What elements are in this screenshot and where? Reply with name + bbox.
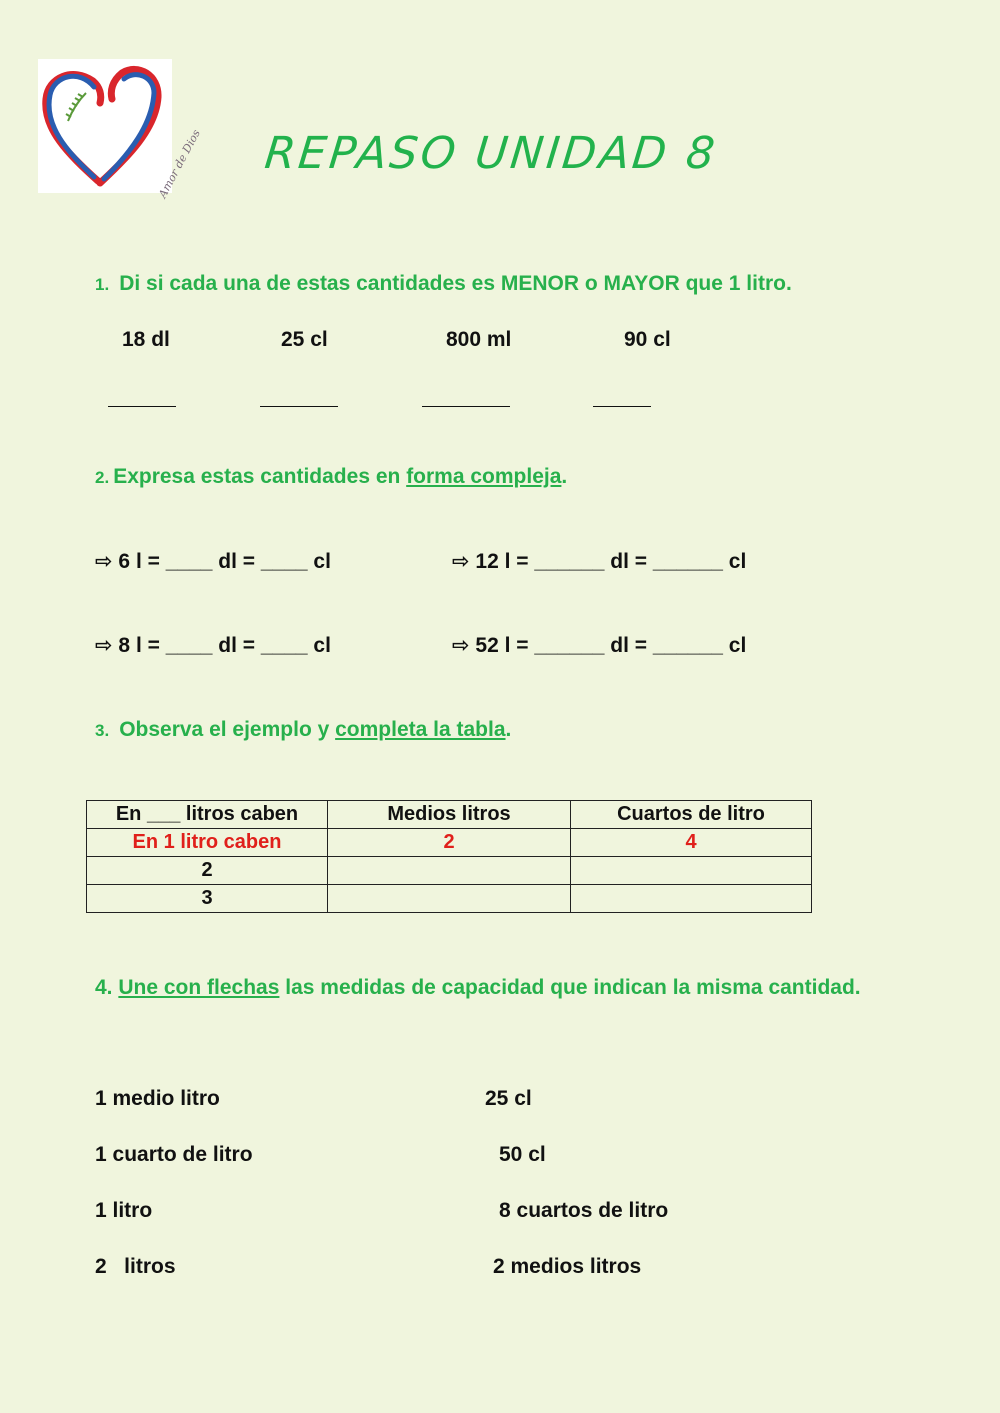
- q2-row-2-left: ⇨ 8 l = ____ dl = ____ cl: [95, 634, 331, 657]
- q4-right-item-3[interactable]: 8 cuartos de litro: [499, 1199, 669, 1222]
- table-cell: 2: [87, 857, 328, 885]
- table-cell-blank[interactable]: [328, 857, 571, 885]
- question-3-text: Observa el ejemplo y: [119, 718, 336, 741]
- question-3-end: .: [505, 718, 512, 741]
- answer-line-1[interactable]: [108, 406, 176, 407]
- table-row: [87, 885, 812, 913]
- question-2-underlined: forma compleja: [406, 465, 562, 488]
- q1-item-2: 25 cl: [281, 328, 328, 351]
- table-example-row: [87, 829, 812, 857]
- q4-right-item-2[interactable]: 50 cl: [499, 1143, 546, 1166]
- table-header: Medios litros: [328, 801, 571, 829]
- table-cell: 4: [571, 829, 812, 857]
- q1-item-1: 18 dl: [122, 328, 170, 351]
- q4-left-item-4[interactable]: 2 litros: [95, 1255, 176, 1278]
- question-4-number: 4.: [95, 976, 113, 999]
- question-4: [95, 974, 868, 1002]
- capacity-table: [86, 800, 812, 913]
- question-4-underlined: Une con flechas: [118, 976, 280, 999]
- q4-right-item-4[interactable]: 2 medios litros: [493, 1255, 642, 1278]
- question-2-end: .: [561, 465, 568, 488]
- table-header: Cuartos de litro: [571, 801, 812, 829]
- q4-left-item-3[interactable]: 1 litro: [95, 1199, 153, 1222]
- question-2-number: 2.: [95, 468, 110, 487]
- heart-logo-icon: [38, 59, 172, 193]
- q2-row-2-right: ⇨ 52 l = ______ dl = ______ cl: [452, 634, 747, 657]
- answer-line-3[interactable]: [422, 406, 510, 407]
- q1-item-3: 800 ml: [446, 328, 512, 351]
- q2-row-1-left: ⇨ 6 l = ____ dl = ____ cl: [95, 550, 331, 573]
- table-cell-blank[interactable]: [328, 885, 571, 913]
- table-row: [87, 857, 812, 885]
- table-cell-blank[interactable]: [571, 857, 812, 885]
- question-1-text: Di si cada una de estas cantidades es MENOR o MAYOR que 1 litro.: [119, 272, 792, 295]
- question-1: [95, 272, 792, 296]
- logo-text: Amor de Dios: [156, 127, 203, 201]
- question-3-underlined: completa la tabla: [335, 718, 506, 741]
- table-header-row: [87, 801, 812, 829]
- table-cell: 2: [328, 829, 571, 857]
- question-3: [95, 718, 511, 742]
- table-header: En ___ litros caben: [87, 801, 328, 829]
- q4-right-item-1[interactable]: 25 cl: [485, 1087, 532, 1110]
- answer-line-4[interactable]: [593, 406, 651, 407]
- q2-row-1-right: ⇨ 12 l = ______ dl = ______ cl: [452, 550, 747, 573]
- q4-left-item-2[interactable]: 1 cuarto de litro: [95, 1143, 253, 1166]
- logo: [38, 59, 203, 201]
- page-title: REPASO UNIDAD 8: [262, 128, 720, 179]
- question-2: [95, 465, 567, 489]
- table-cell: 3: [87, 885, 328, 913]
- table-cell: En 1 litro caben: [87, 829, 328, 857]
- answer-line-2[interactable]: [260, 406, 338, 407]
- question-3-number: 3.: [95, 721, 110, 740]
- question-1-number: 1.: [95, 275, 110, 294]
- q1-item-4: 90 cl: [624, 328, 671, 351]
- table-cell-blank[interactable]: [571, 885, 812, 913]
- question-4-text: las medidas de capacidad que indican la misma cantidad.: [279, 976, 861, 999]
- q4-left-item-1[interactable]: 1 medio litro: [95, 1087, 220, 1110]
- question-2-text: Expresa estas cantidades en: [113, 465, 407, 488]
